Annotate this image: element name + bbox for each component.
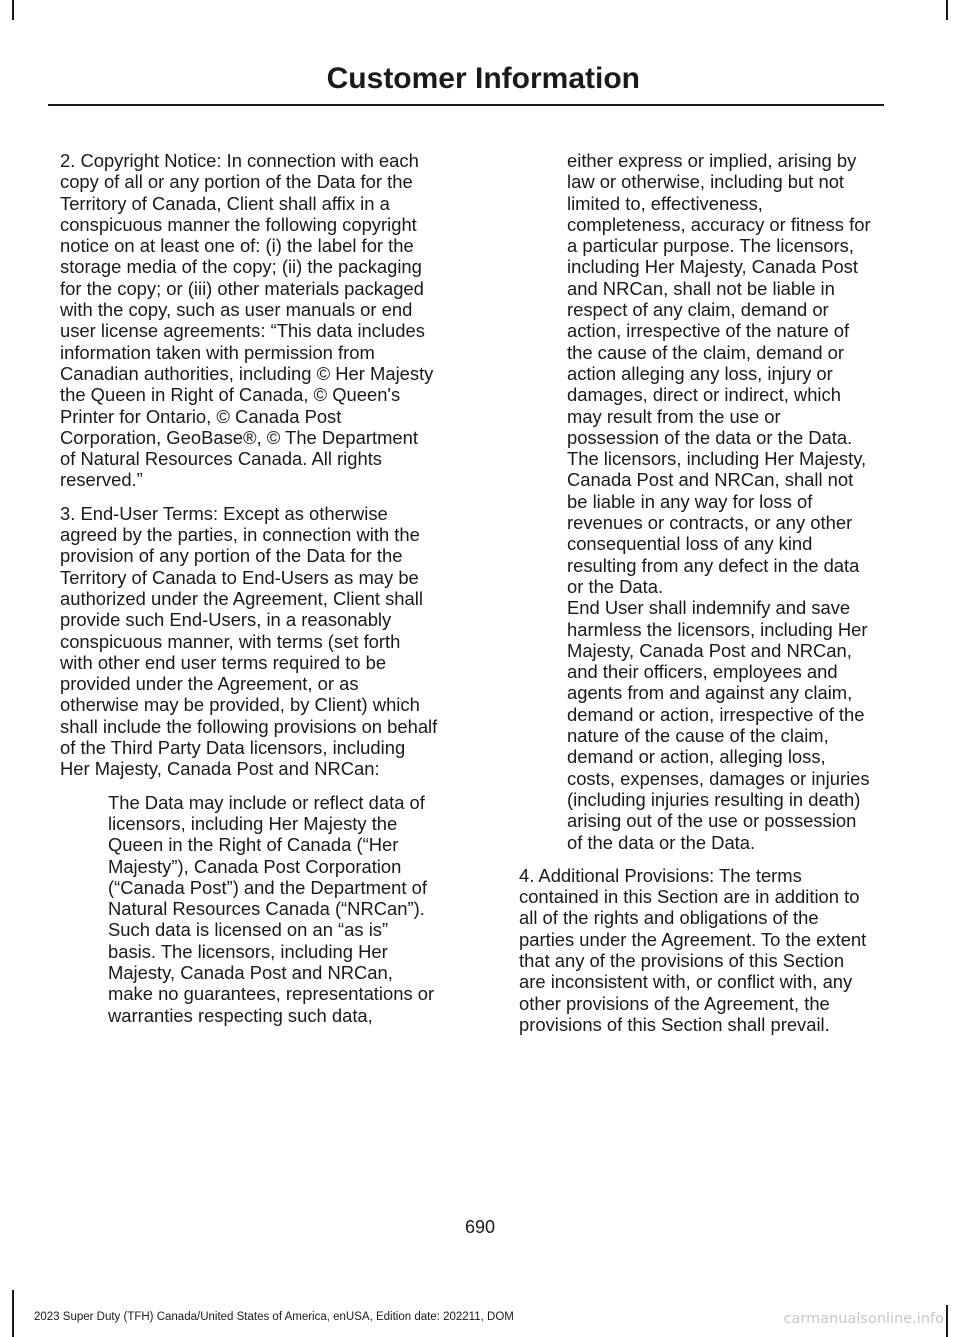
paragraph-licensor-disclaimer-cont: either express or implied, arising by law or otherwise, including but not limited to, effectiveness, completeness, accuracy or fitness for a particular purpose. The licensors, including Her Majesty, Canada Post and NRCan, shall not be liable in respect of any claim, demand or action, irrespective of the nature of the cause of the claim, demand or action alleging any loss, injury or damages, direct or indirect, which may result from the use or possession of the data or the Data. The licensors, including Her Majesty, Canada Post and NRCan, shall not be liable in any way for loss of revenues or contracts, or any other consequential loss of any kind resulting from any defect in the data or the Data.: [567, 150, 871, 597]
paragraph-indemnify: End User shall indemnify and save harmless the licensors, including Her Majesty, Canada Post and NRCan, and their officers, employees and agents from and against any claim, demand or action, irrespective of the nature of the cause of the claim, demand or action, alleging loss, costs, expenses, damages or injuries (including injuries resulting in death) arising out of the use or possession of the data or the Data.: [567, 597, 870, 853]
header-divider: [48, 104, 884, 106]
crop-mark: [12, 1290, 14, 1337]
left-column: [60, 150, 438, 1026]
page-number: 690: [464, 1217, 496, 1237]
paragraph-copyright-notice: 2. Copyright Notice: In connection with each copy of all or any portion of the Data for the Territory of Canada, Client shall affix in a conspicuous manner the following copyright notice on at least one of: (i) the label for the storage media of the copy; (ii) the packaging for the copy; or (iii) other materials packaged with the copy, such as user manuals or end user license agreements: “This data includes information taken with permission from Canadian authorities, including © Her Majesty the Queen in Right of Canada, © Queen's Printer for Ontario, © Canada Post Corporation, GeoBase®, © The Department of Natural Resources Canada. All rights reserved.”: [60, 150, 434, 491]
crop-mark: [946, 0, 948, 20]
right-column: [519, 150, 873, 1035]
page-title: Customer Information: [326, 62, 640, 95]
paragraph-end-user-terms: 3. End-User Terms: Except as otherwise agreed by the parties, in connection with the provision of any portion of the Data for the Territory of Canada to End-Users as may be authorized under the Agreement, Client shall provide such End-Users, in a reasonably conspicuous manner, with terms (set forth with other end user terms required to be provided under the Agreement, or as otherwise may be provided, by Client) which shall include the following provisions on behalf of the Third Party Data licensors, including Her Majesty, Canada Post and NRCan:: [60, 502, 438, 780]
crop-mark: [946, 1305, 948, 1337]
paragraph-additional-provisions: 4. Additional Provisions: The terms contained in this Section are in addition to all of the rights and obligations of the parties under the Agreement. To the extent that any of the provisions of this Section are inconsistent with, or conflict with, any other provisions of the Agreement, the provisions of this Section shall prevail.: [519, 864, 867, 1035]
edition-footer: 2023 Super Duty (TFH) Canada/United States of America, enUSA, Edition date: 202211, DOM: [34, 1311, 514, 1323]
crop-mark: [12, 0, 14, 20]
watermark: carmanualsonline.info: [783, 1311, 944, 1327]
paragraph-licensor-disclaimer: The Data may include or reflect data of licensors, including Her Majesty the Queen in the Right of Canada (“Her Majesty”), Canada Post Corporation (“Canada Post”) and the Department of Natural Resources Canada (“NRCan”). Such data is licensed on an “as is” basis. The licensors, including Her Majesty, Canada Post and NRCan, make no guarantees, representations or warranties respecting such data,: [108, 791, 435, 1026]
